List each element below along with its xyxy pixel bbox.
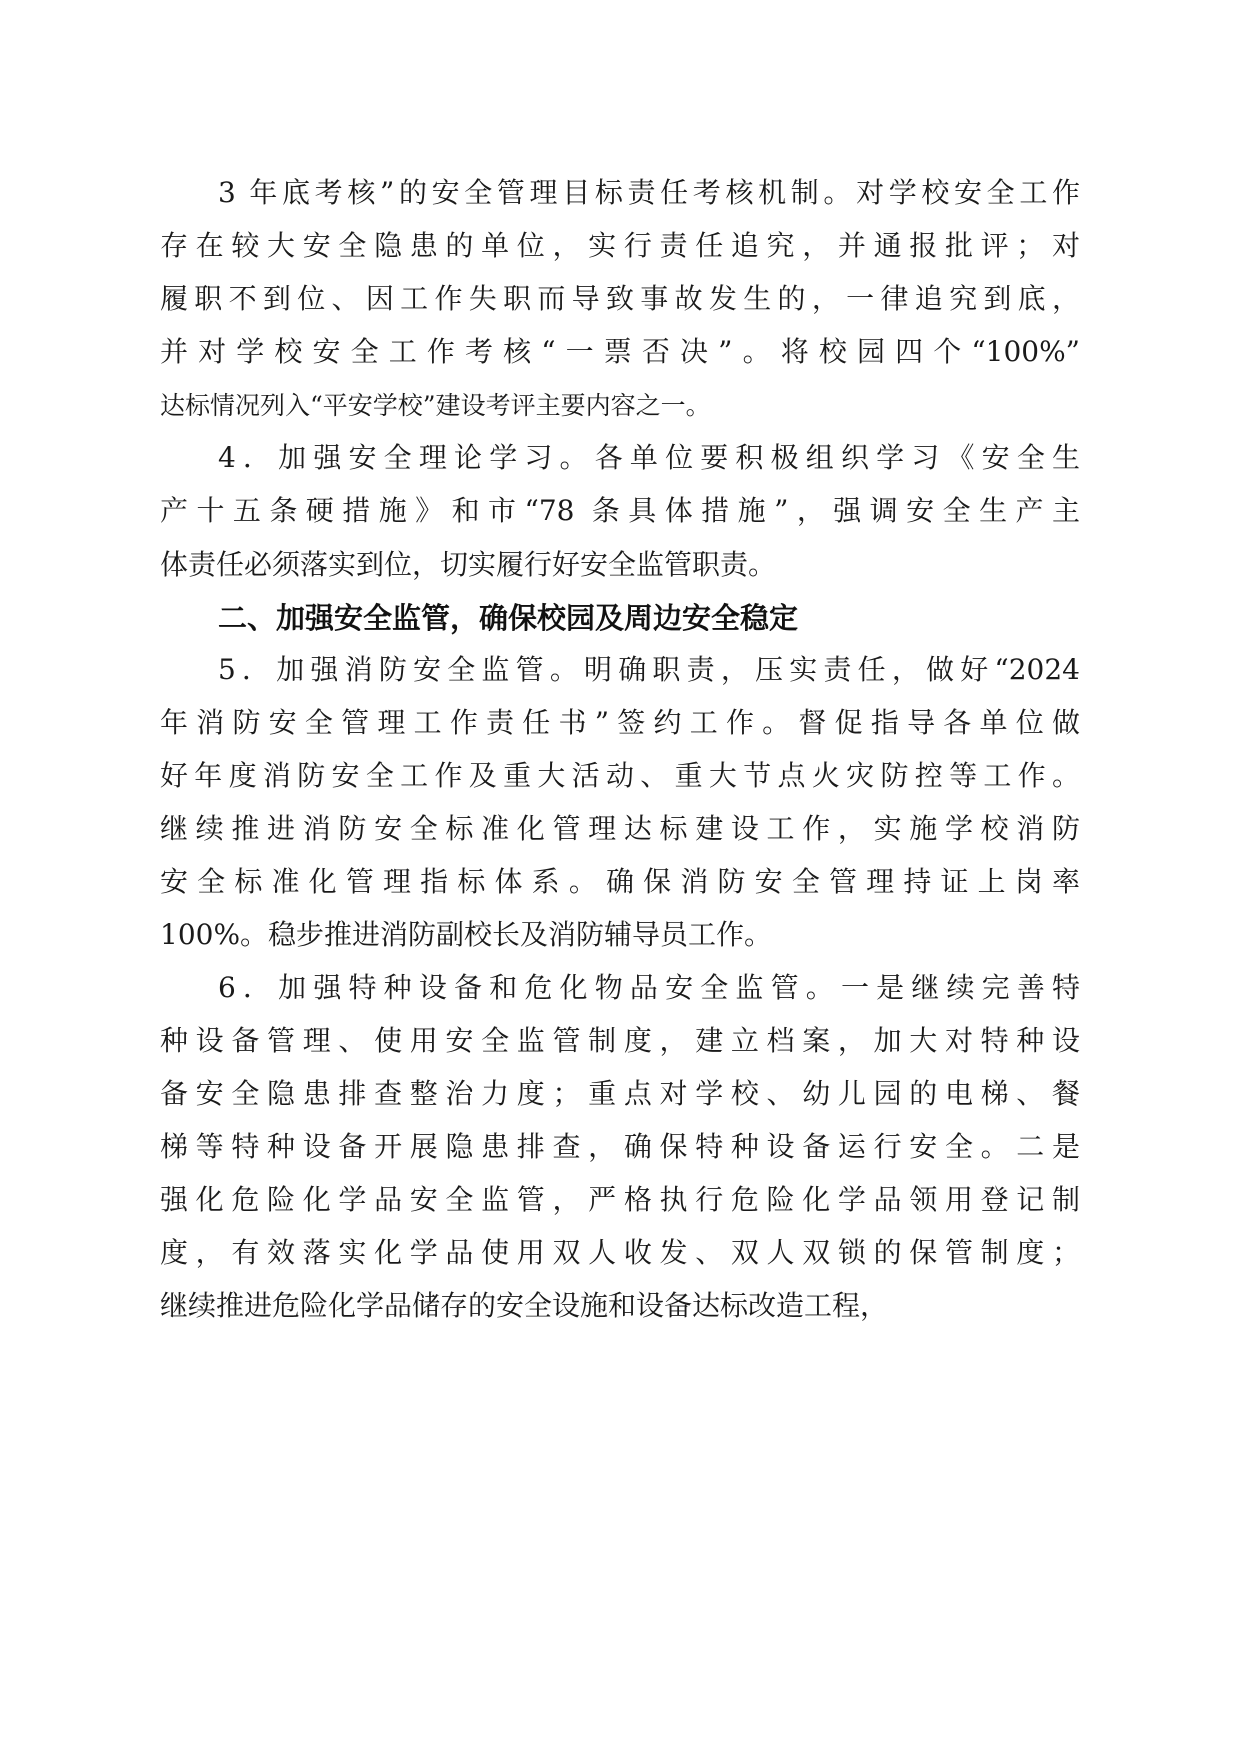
text-line: 年消防安全管理工作责任书”签约工作。督促指导各单位做	[160, 706, 1080, 739]
text-line: 产十五条硬措施》和市“78 条具体措施”，强调安全生产主	[160, 494, 1080, 527]
text-line: 度，有效落实化学品使用双人收发、双人双锁的保管制度；	[160, 1236, 1080, 1269]
text-line: 100%。稳步推进消防副校长及消防辅导员工作。	[160, 918, 773, 951]
text-line: 种设备管理、使用安全监管制度，建立档案，加大对特种设	[160, 1024, 1080, 1057]
text-line: 安全标准化管理指标体系。确保消防安全管理持证上岗率	[160, 865, 1080, 898]
text-line: 6．加强特种设备和危化物品安全监管。一是继续完善特	[218, 971, 1080, 1004]
text-line: 继续推进危险化学品储存的安全设施和设备达标改造工程，	[160, 1289, 889, 1322]
text-line: 存在较大安全隐患的单位，实行责任追究，并通报批评；对	[160, 229, 1080, 262]
text-line: 履职不到位、因工作失职而导致事故发生的，一律追究到底，	[160, 282, 1080, 315]
text-line: 好年度消防安全工作及重大活动、重大节点火灾防控等工作。	[160, 759, 1080, 792]
text-line: 4．加强安全理论学习。各单位要积极组织学习《安全生	[218, 441, 1080, 474]
text-line: 梯等特种设备开展隐患排查，确保特种设备运行安全。二是	[160, 1130, 1080, 1163]
text-line: 体责任必须落实到位，切实履行好安全监管职责。	[160, 548, 777, 581]
text-line: 备安全隐患排查整治力度；重点对学校、幼儿园的电梯、餐	[160, 1077, 1080, 1110]
text-line: 继续推进消防安全标准化管理达标建设工作，实施学校消防	[160, 812, 1080, 845]
text-line: 3 年底考核”的安全管理目标责任考核机制。对学校安全工作	[218, 176, 1080, 209]
text-line: 达标情况列入“平安学校”建设考评主要内容之一。	[160, 391, 711, 420]
text-line: 强化危险化学品安全监管，严格执行危险化学品领用登记制	[160, 1183, 1080, 1216]
section-heading: 二、加强安全监管，确保校园及周边安全稳定	[218, 601, 799, 635]
text-line: 并对学校安全工作考核“一票否决”。将校园四个“100%”	[160, 335, 1080, 368]
text-line: 5．加强消防安全监管。明确职责，压实责任，做好“2024	[218, 653, 1080, 686]
